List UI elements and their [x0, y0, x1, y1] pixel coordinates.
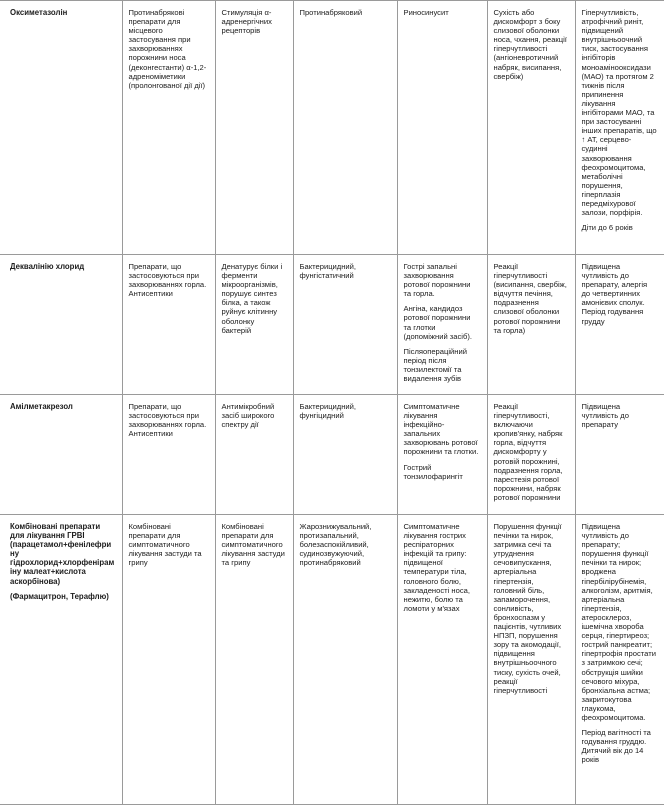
cell-paragraph: Риносинусит	[403, 8, 449, 17]
cell-paragraph: Протинабрякові препарати для місцевого застосування при захворюваннях порожнини носа (деконгестанти) α-1,2-адреноміметики (пролонгованої дії дії)	[128, 8, 207, 90]
cell-group	[122, 515, 215, 805]
cell-paragraph: Амілметакрезол	[10, 402, 73, 411]
table-row	[0, 395, 664, 515]
cell-drug	[0, 515, 122, 805]
cell-drug	[0, 395, 122, 515]
cell-paragraph: Підвищена чутливість до препарату; порушення функції печінки та нирок; вроджена гіпербілірубінемія, алкоголізм, аритмія, артеріальна гіпертензія, атеросклероз, ішемічна хвороба серця, гіпертиреоз; гострий панкреатит; гіпертрофія простати з затримкою сечі; обструкція шийки сечового міхура, бронхіальна астма; закритокутова глаукома, феохромоцитома.	[581, 522, 656, 722]
cell-paragraph: Реакції гіперчутливості (висипання, свербіж, відчуття печіння, подразнення слизової оболонки ротової порожнини та горла)	[493, 262, 567, 335]
cell-paragraph: (Фармацитрон, Терафлю)	[10, 591, 109, 601]
cell-group	[122, 1, 215, 255]
cell-paragraph: Підвищена чутливість до препарату, алергія до четвертинних амонієвих сполук. Період годування грудду	[581, 262, 648, 326]
cell-contraindications	[575, 515, 664, 805]
cell-side-effects	[487, 395, 575, 515]
cell-mechanism	[215, 1, 293, 255]
cell-indications	[397, 395, 487, 515]
cell-indications	[397, 515, 487, 805]
cell-paragraph: Післяопераційний період після тонзилектомії та видалення зубів	[403, 346, 467, 384]
cell-paragraph: Гострий тонзилофарингіт	[403, 462, 463, 481]
cell-drug	[0, 255, 122, 395]
cell-paragraph: Бактерицидний, фунгістатичний	[299, 262, 357, 281]
table-row	[0, 255, 664, 395]
cell-paragraph: Оксиметазолін	[10, 8, 68, 17]
cell-effect	[293, 255, 397, 395]
cell-paragraph: Гіперчутливість, атрофічний риніт, підвищений внутрішньоочний тиск, застосування інгібіторів моноамінооксидази (МАО) та протягом 2 тижнів після припинення лікування інгібіторами МАО, та при застосуванні інших препаратів, що ↑ АТ, серцево-судинні захворювання феохромоцитома, метаболічні порушення, гіперплазія передміхурової залози, порфірія.	[581, 8, 657, 218]
cell-indications	[397, 255, 487, 395]
cell-contraindications	[575, 255, 664, 395]
cell-paragraph: Підвищена чутливість до препарату	[581, 402, 629, 430]
cell-contraindications	[575, 1, 664, 255]
cell-paragraph: Ангіна, кандидоз ротової порожнини та глотки (допоміжний засіб).	[403, 304, 472, 341]
cell-paragraph: Препарати, що застосовуються при захворюваннях горла. Антисептики	[128, 402, 207, 439]
cell-side-effects	[487, 255, 575, 395]
cell-paragraph: Комбіновані препарати для симптоматичного лікування застуди та грипу	[128, 522, 202, 568]
cell-group	[122, 395, 215, 515]
cell-indications	[397, 1, 487, 255]
cell-paragraph: Період вагітності та годування груддю. Дитячий вік до 14 років	[581, 728, 651, 765]
cell-paragraph: Бактерицидний, фунгіцидний	[299, 402, 357, 421]
cell-effect	[293, 1, 397, 255]
cell-mechanism	[215, 395, 293, 515]
cell-side-effects	[487, 515, 575, 805]
cell-side-effects	[487, 1, 575, 255]
table-row	[0, 1, 664, 255]
cell-paragraph: Жарознижувальний, протизапальний, болезаспокійливий, судинозвужуючий, протинабряковий	[299, 522, 372, 568]
cell-paragraph: Сухість або дискомфорт з боку слизової оболонки носа, чхання, реакції гіперчутливості (ангіоневротичний набряк, висипання, свербіж)	[493, 8, 567, 81]
cell-effect	[293, 395, 397, 515]
cell-effect	[293, 515, 397, 805]
cell-paragraph: Комбіновані препарати для симптоматичного лікування застуди та грипу	[221, 522, 285, 568]
cell-paragraph: Антимікробний засіб широкого спектру дії	[221, 402, 275, 430]
cell-paragraph: Порушення функції печінки та нирок, затримка сечі та утруднення сечовипускання, артеріальна гіпертензія, головний біль, запаморочення, сонливість, бронхоспазм у пацієнтів, чутливих НПЗП, порушення зору та акомодації, підвищення внутрішньоочного тиску, сухість очей, реакції гіперчутливості	[493, 522, 562, 695]
cell-paragraph: Гострі запальні захворювання ротової порожнини та горла.	[403, 262, 471, 299]
cell-paragraph: Протинабряковий	[299, 8, 363, 17]
cell-mechanism	[215, 515, 293, 805]
table-row	[0, 515, 664, 805]
cell-drug	[0, 1, 122, 255]
cell-paragraph: Стимуляція α-адренергічних рецепторів	[221, 8, 272, 36]
cell-contraindications	[575, 395, 664, 515]
cell-mechanism	[215, 255, 293, 395]
cell-paragraph: Реакції гіперчутливості, включаючи кропив'янку, набряк горла, відчуття дискомфорту у ротовій порожнині, подразнення горла, парестезія ротової порожнини, набряк ротової порожнини	[493, 402, 563, 502]
cell-paragraph: Діти до 6 років	[581, 223, 633, 233]
cell-paragraph: Симптоматичне лікування гострих респіраторних інфекцій та грипу: підвищеної температури тіла, головного болю, закладеності носа, нежитю, болю та ломоти у м'язах	[403, 522, 470, 613]
cell-paragraph: Симптоматичне лікування інфекційно-запальних захворювань ротової порожнини та глотки.	[403, 402, 479, 457]
drug-table-body	[0, 1, 664, 805]
cell-paragraph: Деквалінію хлорид	[10, 262, 85, 271]
cell-paragraph: Комбіновані препарати для лікування ГРВІ (парацетамол+фенілефрину гідрохлорид+хлорфеніраміну малеат+кислота аскорбінова)	[10, 522, 115, 586]
cell-paragraph: Препарати, що застосовуються при захворюваннях горла. Антисептики	[128, 262, 207, 299]
cell-group	[122, 255, 215, 395]
cell-paragraph: Денатурує білки і ферменти мікроорганізмів, порушує синтез білка, а також руйнує клітинну оболонку бактерій	[221, 262, 283, 335]
